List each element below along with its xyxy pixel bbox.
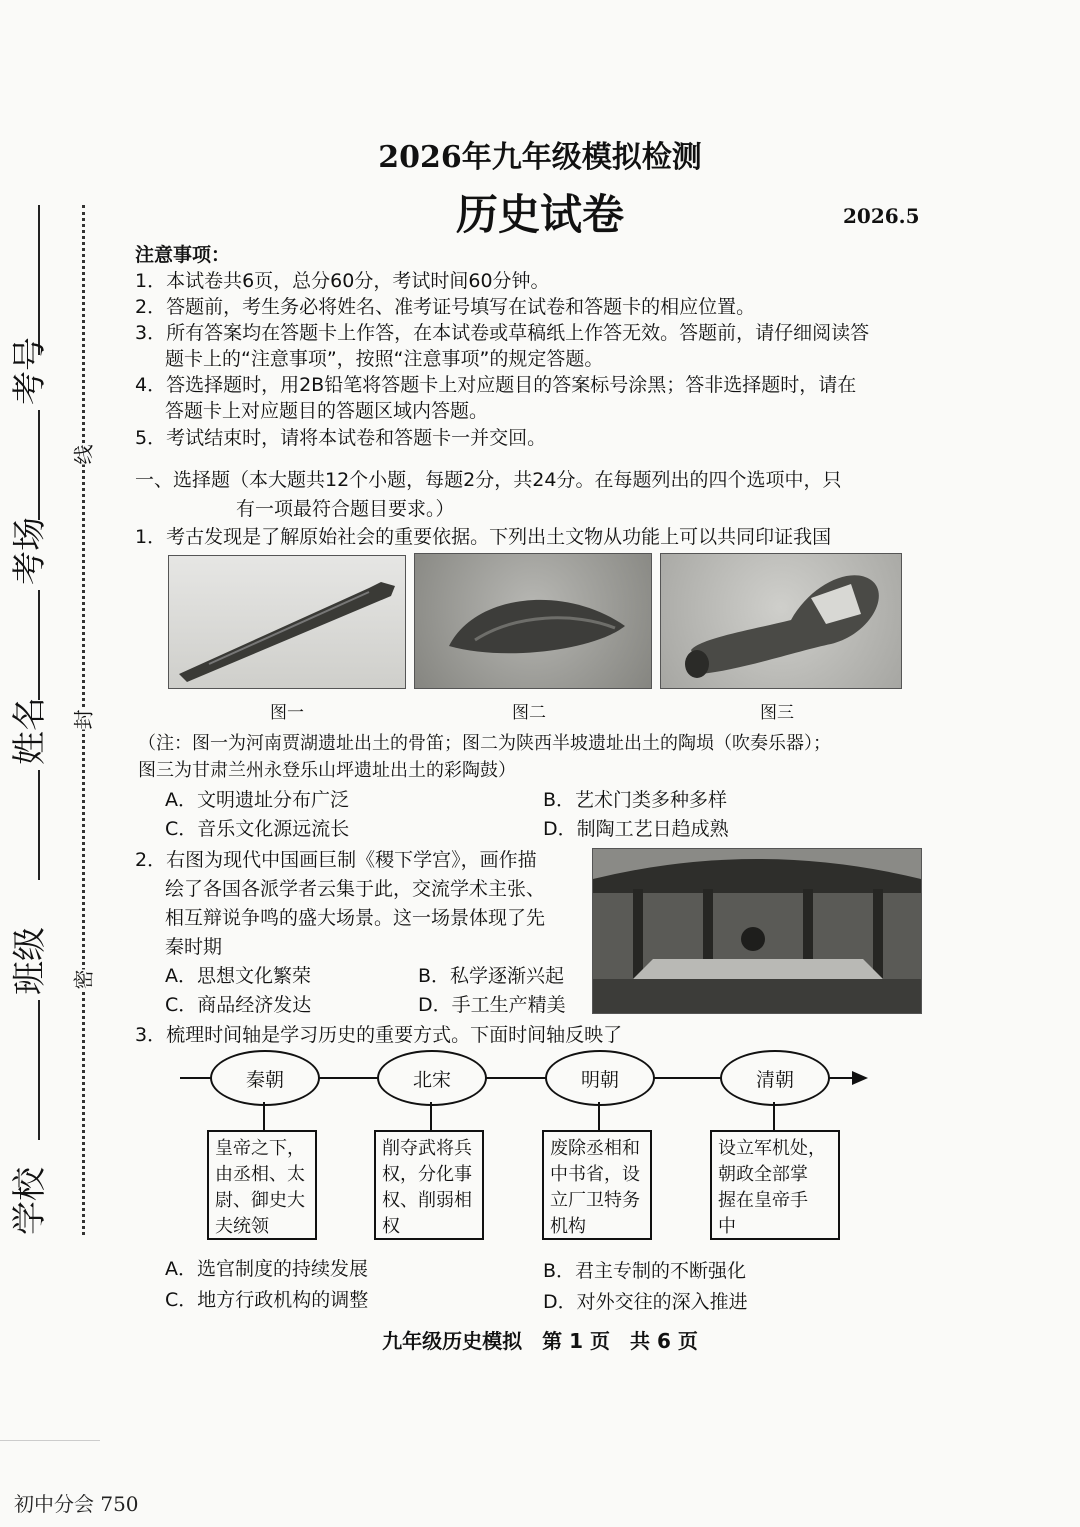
page-footer: 九年级历史模拟 第 1 页 共 6 页 xyxy=(382,1329,698,1353)
xuexiao-underline xyxy=(38,1000,40,1140)
subject-title: 历史试卷 xyxy=(455,190,624,239)
timeline-box-line: 由丞相、太 xyxy=(215,1164,305,1185)
kaochang-underline xyxy=(38,410,40,520)
timeline-box-beisong xyxy=(374,1130,484,1240)
exam-date: 2026.5 xyxy=(843,204,920,228)
note-line: 题卡上的“注意事项”，按照“注意事项”的规定答题。 xyxy=(165,348,604,370)
q2-stem-line: 绘了各国各派学者云集于此，交流学术主张、 xyxy=(165,878,546,900)
q1-option-a: A．文明遗址分布广泛 xyxy=(165,789,349,811)
sidebar-label-kaochang: 考场 xyxy=(10,517,50,585)
q3-option-c: C．地方行政机构的调整 xyxy=(165,1289,369,1311)
timeline-node-ming: 明朝 xyxy=(545,1050,655,1106)
q3-option-b: B．君主专制的不断强化 xyxy=(543,1260,747,1282)
xingming-underline xyxy=(38,590,40,700)
sidebar-label-kaohao: 考号 xyxy=(10,337,50,405)
q1-caption-2: 图二 xyxy=(512,703,546,723)
timeline-box-line: 权，分化事 xyxy=(382,1164,472,1185)
timeline-box-line: 废除丞相和 xyxy=(550,1138,640,1159)
timeline-box-ming xyxy=(542,1130,652,1240)
q3-option-a: A．选官制度的持续发展 xyxy=(165,1258,368,1280)
q1-note-line1: （注：图一为河南贾湖遗址出土的骨笛；图二为陕西半坡遗址出土的陶埙（吹奏乐器）； xyxy=(138,733,831,754)
sidebar-label-banji: 班级 xyxy=(10,927,50,995)
q1-stem: 1．考古发现是了解原始社会的重要依据。下列出土文物从功能上可以共同印证我国 xyxy=(135,526,832,548)
timeline-connector xyxy=(773,1102,775,1130)
sidebar-label-xingming: 姓名 xyxy=(10,697,50,765)
timeline-box-line: 夫统领 xyxy=(215,1216,269,1237)
q2-stem-line: 相互辩说争鸣的盛大场景。这一场景体现了先 xyxy=(165,907,546,929)
note-line: 2．答题前，考生务必将姓名、准考证号填写在试卷和答题卡的相应位置。 xyxy=(135,296,756,318)
q1-photo-painted-drum xyxy=(660,553,902,689)
timeline-box-line: 握在皇帝手 xyxy=(718,1190,808,1211)
q1-note-line2: 图三为甘肃兰州永登乐山坪遗址出土的彩陶鼓） xyxy=(138,760,516,781)
section1-heading-cont: 有一项最符合题目要求。） xyxy=(236,498,455,520)
timeline-connector xyxy=(598,1102,600,1130)
timeline-box-line: 权 xyxy=(382,1216,400,1237)
timeline-node-beisong: 北宋 xyxy=(377,1050,487,1106)
seal-mark-feng: 封 xyxy=(68,710,97,730)
footer-rule xyxy=(0,1440,100,1441)
q2-option-c: C．商品经济发达 xyxy=(165,994,312,1016)
watermark-text: 初中分会 750 xyxy=(14,1492,139,1516)
timeline-node-qin: 秦朝 xyxy=(210,1050,320,1106)
sidebar-label-xuexiao: 学校 xyxy=(10,1167,50,1235)
q3-option-d: D．对外交往的深入推进 xyxy=(543,1291,748,1313)
timeline-box-line: 尉、御史大 xyxy=(215,1190,305,1211)
note-line: 4．答选择题时，用2B铅笔将答题卡上对应题目的答案标号涂黑；答非选择题时，请在 xyxy=(135,374,857,396)
q1-caption-3: 图三 xyxy=(760,703,794,723)
timeline-box-line: 削夺武将兵 xyxy=(382,1138,472,1159)
timeline-connector xyxy=(263,1102,265,1130)
q2-option-b: B．私学逐渐兴起 xyxy=(418,965,565,987)
seal-mark-mi: 密 xyxy=(68,970,97,990)
timeline-box-line: 立厂卫特务 xyxy=(550,1190,640,1211)
note-line: 5．考试结束时，请将本试卷和答题卡一并交回。 xyxy=(135,427,547,449)
timeline-box-line: 皇帝之下， xyxy=(215,1138,305,1159)
q1-option-d: D．制陶工艺日趋成熟 xyxy=(543,818,729,840)
note-line: 答题卡上对应题目的答题区域内答题。 xyxy=(165,400,489,422)
timeline-box-line: 设立军机处， xyxy=(718,1138,826,1159)
exam-title: 2026年九年级模拟检测 xyxy=(378,140,702,175)
note-line: 3．所有答案均在答题卡上作答，在本试卷或草稿纸上作答无效。答题前，请仔细阅读答 xyxy=(135,322,870,344)
timeline-box-line: 中 xyxy=(718,1216,736,1237)
q1-photo-pottery-xun xyxy=(414,553,652,689)
timeline-box-line: 中书省，设 xyxy=(550,1164,640,1185)
timeline-box-line: 朝政全部掌 xyxy=(718,1164,808,1185)
section1-heading: 一、选择题（本大题共12个小题，每题2分，共24分。在每题列出的四个选项中，只 xyxy=(135,469,842,491)
q2-stem-line: 2．右图为现代中国画巨制《稷下学宫》，画作描 xyxy=(135,849,537,871)
q2-painting-jixia-academy xyxy=(592,848,922,1014)
banji-underline xyxy=(38,770,40,880)
note-line: 1．本试卷共6页，总分60分，考试时间60分钟。 xyxy=(135,270,550,292)
notes-heading: 注意事项： xyxy=(135,244,231,266)
timeline-node-qing: 清朝 xyxy=(720,1050,830,1106)
timeline-connector xyxy=(430,1102,432,1130)
q2-option-a: A．思想文化繁荣 xyxy=(165,965,311,987)
timeline-box-line: 权、削弱相 xyxy=(382,1190,472,1211)
seal-mark-xian: 线 xyxy=(68,445,97,465)
q1-option-b: B．艺术门类多种多样 xyxy=(543,789,728,811)
timeline-box-qing xyxy=(710,1130,840,1240)
q2-option-d: D．手工生产精美 xyxy=(418,994,566,1016)
timeline-box-line: 机构 xyxy=(550,1216,586,1237)
timeline-box-qin xyxy=(207,1130,317,1240)
q1-option-c: C．音乐文化源远流长 xyxy=(165,818,350,840)
q1-caption-1: 图一 xyxy=(270,703,304,723)
q2-stem-line: 秦时期 xyxy=(165,936,223,958)
q1-photo-bone-flute xyxy=(168,555,406,689)
q3-stem: 3．梳理时间轴是学习历史的重要方式。下面时间轴反映了 xyxy=(135,1024,623,1046)
